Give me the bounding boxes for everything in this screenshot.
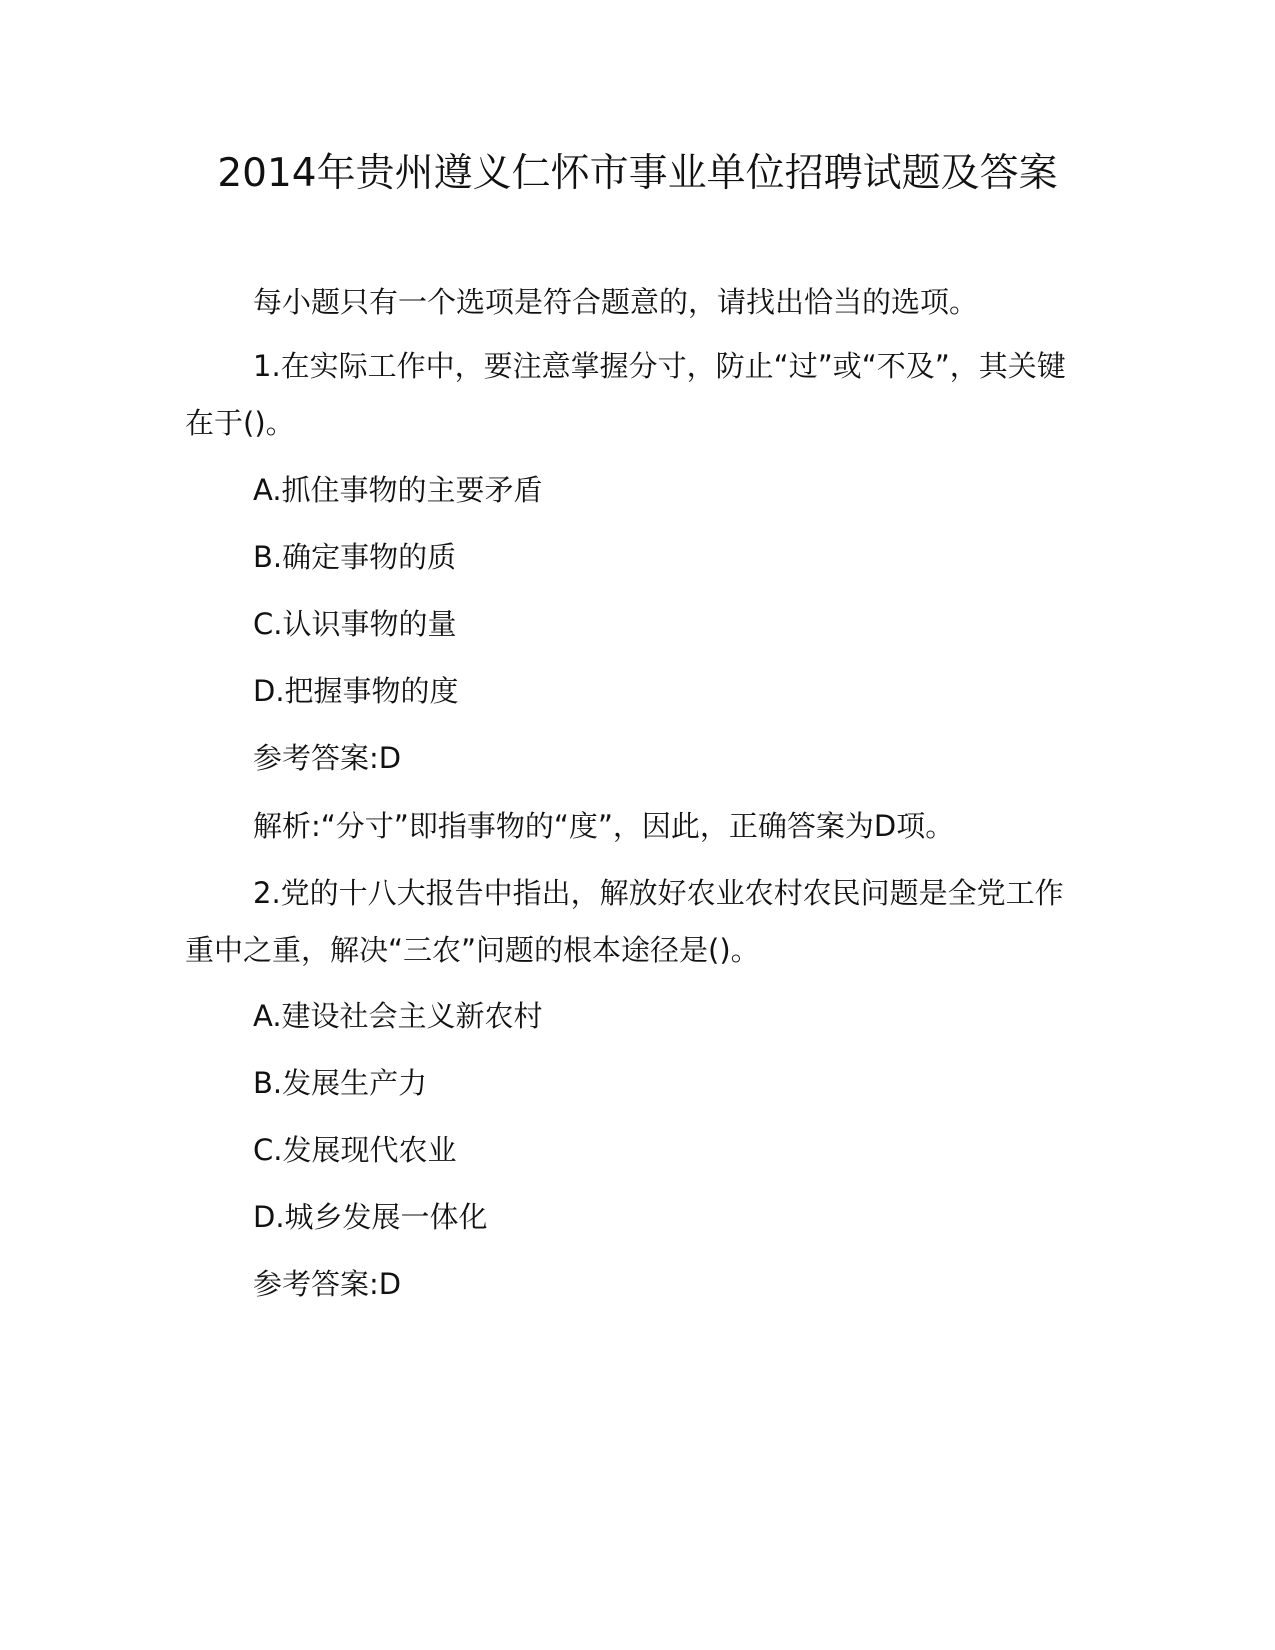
question-2-option-b: B.发展生产力 — [253, 1066, 428, 1100]
question-1-stem: 1.在实际工作中，要注意掌握分寸，防止“过”或“不及”，其关键在于()。 — [185, 349, 1066, 440]
question-1-analysis: 解析:“分寸”即指事物的“度”，因此，正确答案为D项。 — [253, 809, 955, 843]
question-1-option-a: A.抓住事物的主要矛盾 — [253, 473, 543, 507]
question-1-option-c: C.认识事物的量 — [253, 607, 457, 641]
question-2-answer: 参考答案:D — [253, 1267, 402, 1301]
question-2-option-c: C.发展现代农业 — [253, 1133, 457, 1167]
question-1-option-b: B.确定事物的质 — [253, 540, 457, 574]
question-2-option-a: A.建设社会主义新农村 — [253, 999, 543, 1033]
question-1-option-d: D.把握事物的度 — [253, 674, 459, 708]
document-title: 2014年贵州遵义仁怀市事业单位招聘试题及答案 — [217, 151, 1058, 196]
question-2-option-d: D.城乡发展一体化 — [253, 1200, 488, 1234]
question-2-stem: 2.党的十八大报告中指出，解放好农业农村农民问题是全党工作重中之重，解决“三农”问题的根本途径是()。 — [185, 876, 1064, 967]
instruction-text: 每小题只有一个选项是符合题意的，请找出恰当的选项。 — [253, 285, 979, 319]
question-1-answer: 参考答案:D — [253, 741, 402, 775]
